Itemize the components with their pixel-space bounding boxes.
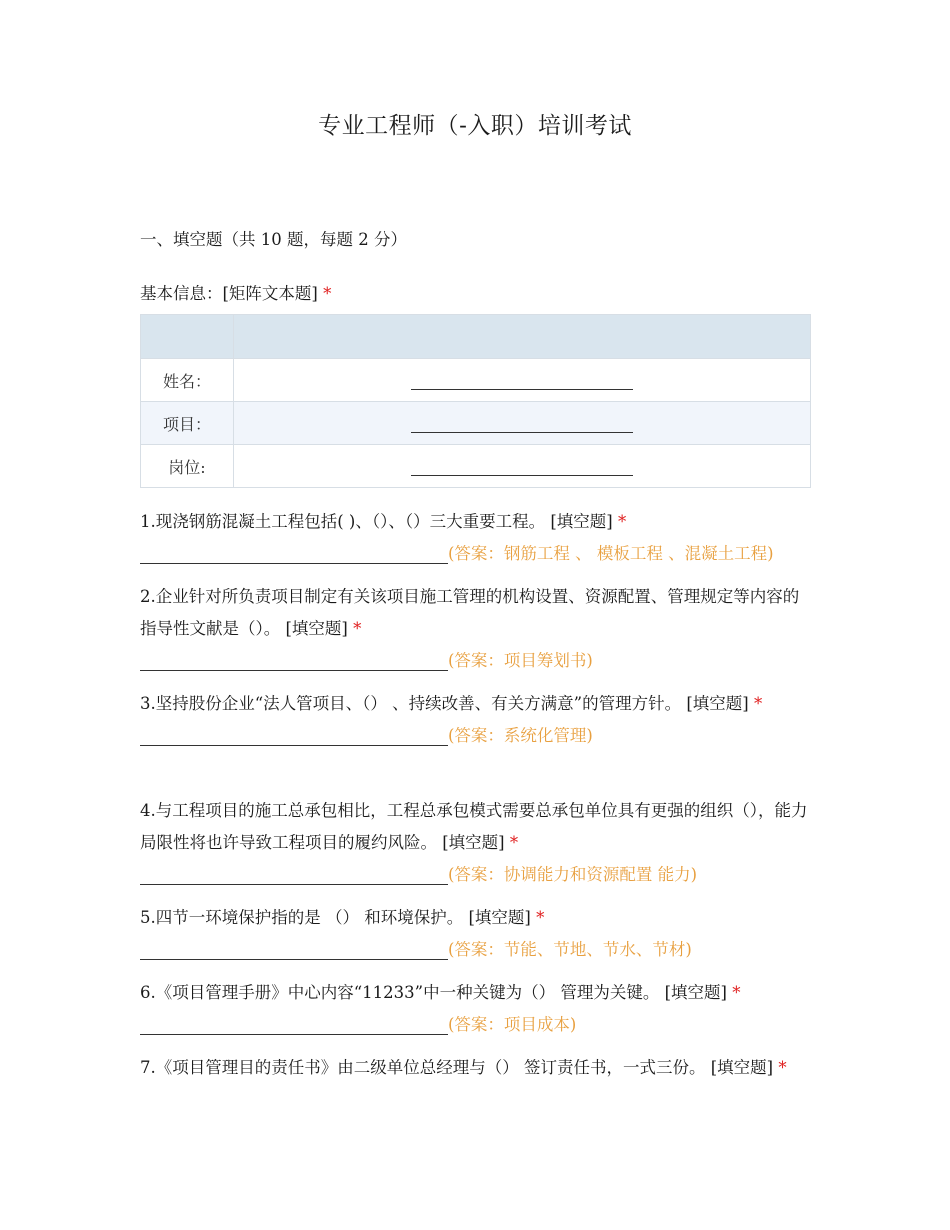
required-mark: * [778, 1058, 787, 1077]
required-mark: * [323, 284, 332, 303]
answer-blank[interactable] [140, 650, 448, 671]
matrix-header-cell [141, 315, 234, 359]
answer-text: (答案：系统化管理) [448, 726, 593, 745]
project-input-blank[interactable] [234, 402, 811, 445]
question-text: 3.坚持股份企业“法人管项目、（） 、持续改善、有关方满意”的管理方针。 [填空题] [140, 694, 749, 713]
matrix-row-label: 项目： [141, 402, 234, 445]
basic-info-label [140, 280, 331, 308]
question-2 [140, 581, 812, 677]
matrix-header-cell [234, 315, 811, 359]
question-1 [140, 506, 812, 570]
question-5 [140, 902, 812, 966]
required-mark: * [536, 908, 545, 927]
answer-blank[interactable] [140, 543, 448, 564]
blank-underline [411, 371, 633, 390]
section-heading: 一、填空题（共 10 题，每题 2 分） [140, 230, 407, 249]
required-mark: * [353, 619, 362, 638]
matrix-header-row [141, 315, 811, 359]
name-input-blank[interactable] [234, 359, 811, 402]
blank-underline [411, 457, 633, 476]
answer-text: (答案：节能、节地、节水、节材) [448, 940, 692, 959]
required-mark: * [753, 694, 763, 713]
question-3 [140, 688, 812, 752]
answer-blank[interactable] [140, 864, 448, 885]
matrix-row-label: 岗位: [141, 445, 234, 488]
question-text: 7.《项目管理目的责任书》由二级单位总经理与（） 签订责任书，一式三份。 [填空题] [140, 1058, 774, 1077]
page-title: 专业工程师（-入职）培训考试 [318, 113, 632, 139]
question-6 [140, 977, 812, 1041]
answer-text: (答案：协调能力和资源配置 能力) [448, 865, 698, 884]
answer-blank[interactable] [140, 725, 448, 746]
question-text: 2.企业针对所负责项目制定有关该项目施工管理的机构设置、资源配置、管理规定等内容的指导性文献是（）。 [填空题] [140, 587, 800, 638]
answer-text: (答案：钢筋工程 、 模板工程 、混凝土工程) [448, 544, 774, 563]
question-text: 6.《项目管理手册》中心内容“11233”中一种关键为（） 管理为关键。 [填空题] [140, 983, 727, 1002]
answer-text: (答案：项目成本) [448, 1015, 577, 1034]
answer-text: (答案：项目筹划书) [448, 651, 593, 670]
basic-info-matrix [140, 314, 811, 488]
matrix-row-position [141, 445, 811, 488]
position-input-blank[interactable] [234, 445, 811, 488]
answer-blank[interactable] [140, 1014, 448, 1035]
required-mark: * [617, 512, 627, 531]
blank-underline [411, 414, 633, 433]
question-7 [140, 1052, 812, 1084]
basic-info-text: 基本信息：[矩阵文本题] [140, 284, 318, 303]
question-text: 4.与工程项目的施工总承包相比，工程总承包模式需要总承包单位具有更强的组织（），能力局限性将也许导致工程项目的履约风险。 [填空题] [140, 801, 808, 852]
question-text: 5.四节一环境保护指的是 （） 和环境保护。 [填空题] [140, 908, 531, 927]
required-mark: * [509, 833, 519, 852]
matrix-row-name [141, 359, 811, 402]
matrix-row-label: 姓名： [141, 359, 234, 402]
question-4 [140, 795, 812, 891]
matrix-row-project [141, 402, 811, 445]
required-mark: * [732, 983, 741, 1002]
answer-blank[interactable] [140, 939, 448, 960]
question-text: 1.现浇钢筋混凝土工程包括( )、（）、（）三大重要工程。 [填空题] [140, 512, 613, 531]
